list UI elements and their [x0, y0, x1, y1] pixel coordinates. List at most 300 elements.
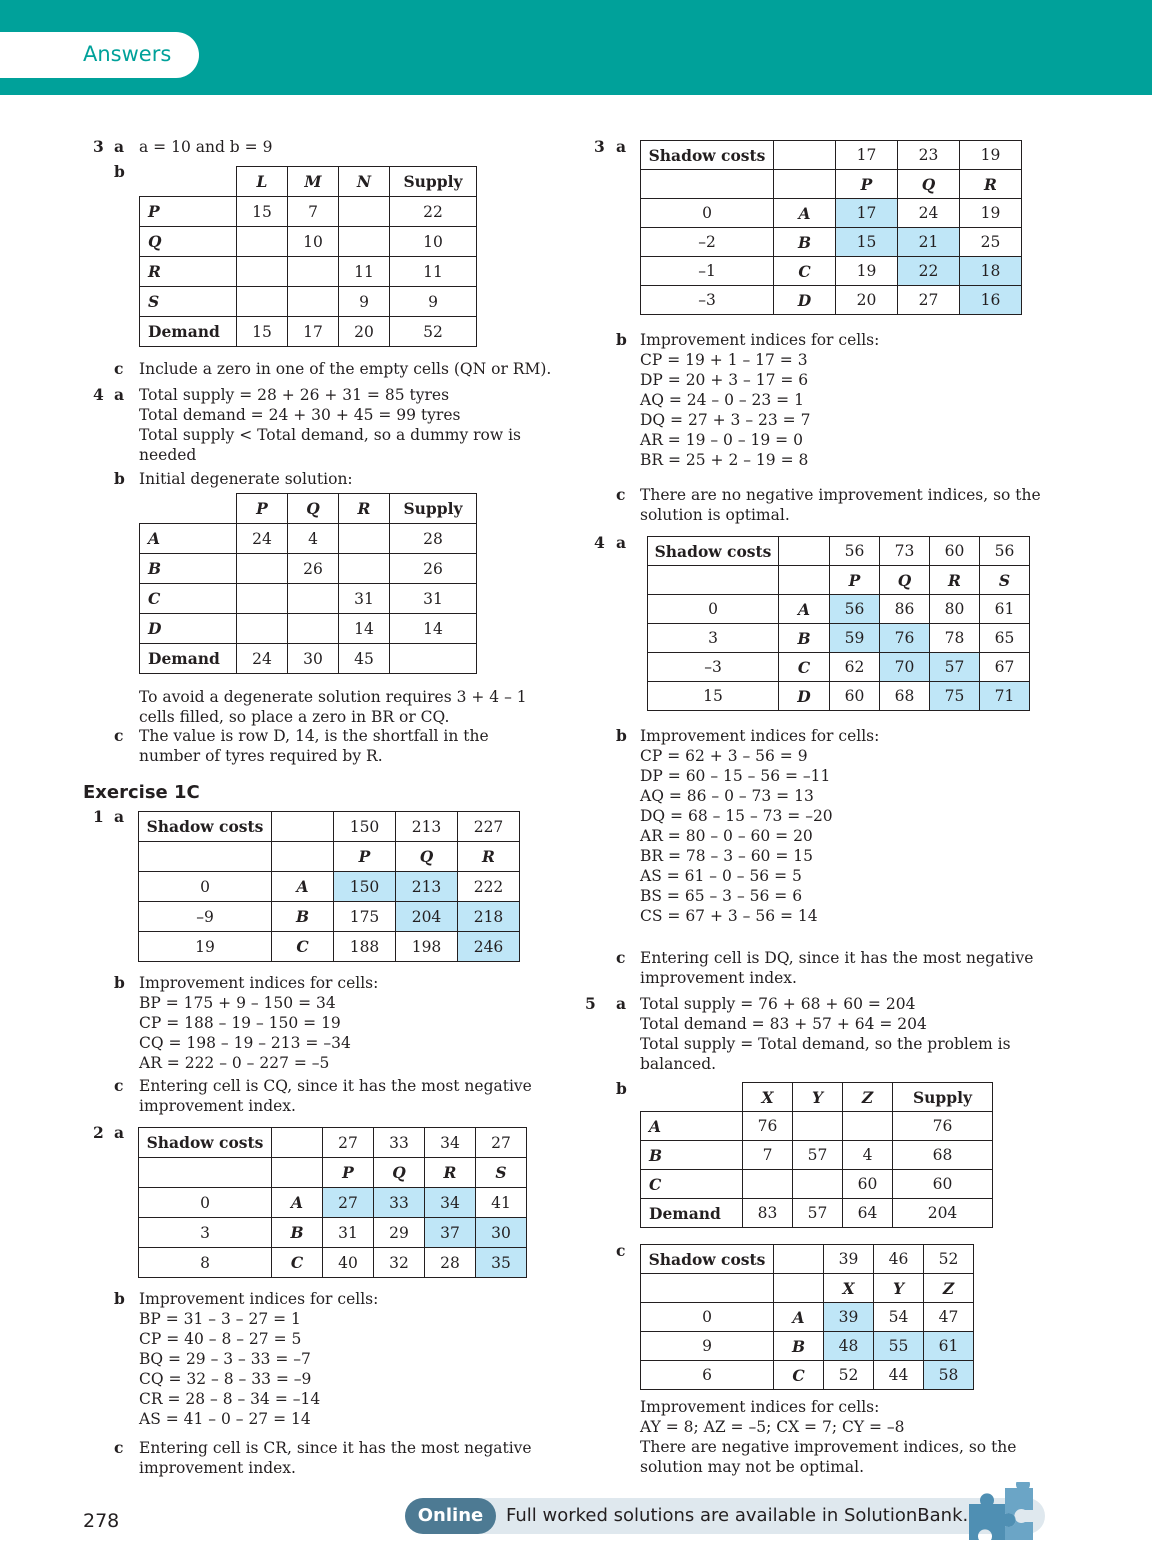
- table-cell: 41: [476, 1188, 527, 1218]
- table-cell: [272, 812, 334, 842]
- table-row: [140, 257, 477, 287]
- table-cell: 76: [743, 1112, 793, 1141]
- table-cell: [237, 287, 288, 317]
- table-row: [140, 644, 477, 674]
- table-cell: Q: [140, 227, 237, 257]
- table-cell: 52: [390, 317, 477, 347]
- table-cell: A: [140, 524, 237, 554]
- text-line: AQ = 86 – 0 – 73 = 13: [640, 787, 814, 805]
- table-cell: –2: [641, 228, 774, 257]
- table-cell: 83: [743, 1199, 793, 1228]
- text-line: BQ = 29 – 3 – 33 = –7: [139, 1350, 311, 1368]
- table-cell: 16: [960, 286, 1022, 315]
- part-letter: c: [114, 1076, 124, 1095]
- part-letter: b: [114, 469, 125, 488]
- table-cell: Supply: [390, 167, 477, 197]
- online-banner-text: Full worked solutions are available in SolutionBank.: [506, 1505, 969, 1526]
- table-cell: Y: [793, 1083, 843, 1112]
- table-cell: 55: [874, 1332, 924, 1361]
- part-letter: c: [616, 948, 626, 967]
- text-line: Total supply = Total demand, so the problem is: [640, 1035, 1011, 1053]
- table-cell: 22: [390, 197, 477, 227]
- shadow-costs-table: [138, 1127, 527, 1278]
- table-header-row: [140, 494, 477, 524]
- part-letter: b: [616, 1079, 627, 1098]
- answer-lines: [139, 726, 489, 766]
- table-row: [641, 257, 1022, 286]
- table-row: [140, 227, 477, 257]
- table-cell: 11: [390, 257, 477, 287]
- part-letter: c: [114, 1438, 124, 1457]
- table-cell: Q: [396, 842, 458, 872]
- table-cell: [237, 614, 288, 644]
- table-cell: 22: [898, 257, 960, 286]
- table-cell: Q: [374, 1158, 425, 1188]
- table-cell: D: [140, 614, 237, 644]
- table-cell: C: [774, 1361, 824, 1390]
- answer-lines: [139, 1289, 378, 1429]
- text-line: Improvement indices for cells:: [139, 974, 379, 992]
- text-line: CQ = 32 – 8 – 33 = –9: [139, 1370, 312, 1388]
- table-cell: Z: [843, 1083, 893, 1112]
- text-line: cells filled, so place a zero in BR or CQ.: [139, 708, 450, 726]
- table-cell: [288, 584, 339, 614]
- table-cell: A: [272, 872, 334, 902]
- table-cell: [779, 537, 830, 566]
- answer-lines: [640, 994, 1011, 1074]
- table-cell: S: [980, 566, 1030, 595]
- table-row: [139, 1248, 527, 1278]
- table-cell: S: [140, 287, 237, 317]
- table-row: [641, 1141, 993, 1170]
- table-cell: 18: [960, 257, 1022, 286]
- table-cell: 204: [396, 902, 458, 932]
- table-cell: 175: [334, 902, 396, 932]
- table-cell: 34: [425, 1188, 476, 1218]
- text-line: AQ = 24 – 0 – 23 = 1: [640, 391, 804, 409]
- part-letter: a: [114, 1123, 125, 1142]
- table-cell: 24: [237, 644, 288, 674]
- table-cell: Shadow costs: [139, 1128, 272, 1158]
- text-line: Total supply = 76 + 68 + 60 = 204: [640, 995, 916, 1013]
- text-line: BR = 25 + 2 – 19 = 8: [640, 451, 809, 469]
- answer-text: Include a zero in one of the empty cells (QN or RM).: [139, 360, 552, 378]
- allocation-table: [640, 1082, 993, 1228]
- table-cell: 218: [458, 902, 520, 932]
- table-cell: 46: [874, 1245, 924, 1274]
- table-cell: 31: [390, 584, 477, 614]
- table-cell: B: [774, 228, 836, 257]
- table-cell: 10: [288, 227, 339, 257]
- table-cell: 56: [830, 595, 880, 624]
- table-cell: 0: [641, 1303, 774, 1332]
- table-cell: [774, 1245, 824, 1274]
- part-letter: c: [114, 359, 124, 378]
- text-line: CP = 188 – 19 – 150 = 19: [139, 1014, 341, 1032]
- text-line: AY = 8; AZ = –5; CX = 7; CY = –8: [640, 1418, 905, 1436]
- shadow-costs-row: [641, 141, 1022, 170]
- table-cell: 64: [843, 1199, 893, 1228]
- text-line: Total supply = 28 + 26 + 31 = 85 tyres: [139, 386, 450, 404]
- answers-label: Answers: [83, 42, 172, 66]
- table-cell: C: [774, 257, 836, 286]
- table-cell: [641, 1083, 743, 1112]
- table-cell: 0: [139, 1188, 272, 1218]
- text-line: CQ = 198 – 19 – 213 = –34: [139, 1034, 351, 1052]
- table-cell: 10: [390, 227, 477, 257]
- table-cell: [339, 524, 390, 554]
- table-cell: 204: [893, 1199, 993, 1228]
- table-cell: 32: [374, 1248, 425, 1278]
- table-cell: 198: [396, 932, 458, 962]
- table-cell: 14: [390, 614, 477, 644]
- answer-lines: [640, 726, 879, 926]
- table-cell: 25: [960, 228, 1022, 257]
- table-row: [648, 595, 1030, 624]
- table-cell: [288, 257, 339, 287]
- table-cell: R: [458, 842, 520, 872]
- table-cell: [288, 287, 339, 317]
- table-cell: [140, 494, 237, 524]
- table-cell: 31: [323, 1218, 374, 1248]
- table-cell: A: [774, 1303, 824, 1332]
- text-line: BP = 31 – 3 – 27 = 1: [139, 1310, 301, 1328]
- shadow-costs-row: [139, 1128, 527, 1158]
- table-cell: B: [641, 1141, 743, 1170]
- table-cell: R: [339, 494, 390, 524]
- table-cell: 52: [924, 1245, 974, 1274]
- text-line: AS = 41 – 0 – 27 = 14: [139, 1410, 311, 1428]
- online-badge[interactable]: Online: [405, 1498, 496, 1534]
- table-cell: 26: [288, 554, 339, 584]
- puzzle-icon: [965, 1482, 1035, 1544]
- table-cell: 0: [648, 595, 779, 624]
- table-cell: N: [339, 167, 390, 197]
- part-letter: c: [616, 1241, 626, 1260]
- table-cell: 19: [960, 199, 1022, 228]
- table-cell: 48: [824, 1332, 874, 1361]
- table-cell: 61: [924, 1332, 974, 1361]
- table-cell: B: [140, 554, 237, 584]
- part-letter: a: [616, 994, 627, 1013]
- text-line: CP = 40 – 8 – 27 = 5: [139, 1330, 302, 1348]
- table-cell: [793, 1170, 843, 1199]
- table-cell: Q: [880, 566, 930, 595]
- table-cell: 15: [648, 682, 779, 711]
- table-cell: 80: [930, 595, 980, 624]
- part-letter: b: [114, 973, 125, 992]
- table-cell: 15: [237, 317, 288, 347]
- text-line: Entering cell is DQ, since it has the most negative: [640, 949, 1034, 967]
- table-cell: 61: [980, 595, 1030, 624]
- table-cell: M: [288, 167, 339, 197]
- table-cell: C: [140, 584, 237, 614]
- table-cell: [237, 584, 288, 614]
- table-cell: 40: [323, 1248, 374, 1278]
- table-cell: 0: [641, 199, 774, 228]
- shadow-costs-row: [641, 1245, 974, 1274]
- table-header-row: [139, 842, 520, 872]
- table-cell: 11: [339, 257, 390, 287]
- table-cell: P: [237, 494, 288, 524]
- table-row: [140, 584, 477, 614]
- table-cell: [774, 1274, 824, 1303]
- table-cell: 150: [334, 812, 396, 842]
- table-cell: 23: [898, 141, 960, 170]
- table-cell: 57: [793, 1199, 843, 1228]
- text-line: Improvement indices for cells:: [640, 1398, 880, 1416]
- table-cell: Demand: [140, 317, 237, 347]
- table-row: [648, 653, 1030, 682]
- table-cell: [641, 170, 774, 199]
- table-cell: 52: [824, 1361, 874, 1390]
- shadow-costs-table: [647, 536, 1030, 711]
- table-cell: 24: [898, 199, 960, 228]
- table-row: [140, 554, 477, 584]
- table-cell: –3: [641, 286, 774, 315]
- allocation-table: [139, 493, 477, 674]
- table-cell: [743, 1170, 793, 1199]
- table-cell: 9: [339, 287, 390, 317]
- text-line: balanced.: [640, 1055, 717, 1073]
- table-cell: S: [476, 1158, 527, 1188]
- text-line: There are negative improvement indices, so the: [640, 1438, 1017, 1456]
- table-cell: [779, 566, 830, 595]
- part-letter: a: [114, 137, 125, 156]
- text-line: Total demand = 24 + 30 + 45 = 99 tyres: [139, 406, 461, 424]
- text-line: CP = 62 + 3 – 56 = 9: [640, 747, 808, 765]
- table-cell: [641, 1274, 774, 1303]
- table-cell: [843, 1112, 893, 1141]
- text-line: AR = 19 – 0 – 19 = 0: [640, 431, 803, 449]
- text-line: CR = 28 – 8 – 34 = –14: [139, 1390, 321, 1408]
- table-cell: R: [140, 257, 237, 287]
- table-cell: P: [334, 842, 396, 872]
- question-number: 1: [93, 807, 104, 826]
- part-letter: a: [114, 385, 125, 404]
- table-cell: 68: [893, 1141, 993, 1170]
- table-cell: [339, 197, 390, 227]
- part-letter: a: [114, 807, 125, 826]
- question-number: 3: [93, 137, 104, 156]
- table-cell: [140, 167, 237, 197]
- exercise-heading: Exercise 1C: [83, 782, 200, 803]
- table-cell: 9: [390, 287, 477, 317]
- table-cell: 17: [836, 141, 898, 170]
- table-cell: 27: [323, 1128, 374, 1158]
- table-cell: Shadow costs: [139, 812, 272, 842]
- part-letter: a: [616, 137, 627, 156]
- answer-lines: [139, 1438, 532, 1478]
- table-row: [641, 1303, 974, 1332]
- text-line: Entering cell is CQ, since it has the most negative: [139, 1077, 532, 1095]
- table-row: [641, 1199, 993, 1228]
- table-cell: [237, 227, 288, 257]
- table-cell: 35: [476, 1248, 527, 1278]
- table-cell: C: [272, 932, 334, 962]
- table-header-row: [641, 1083, 993, 1112]
- table-cell: 213: [396, 872, 458, 902]
- text-line: DP = 60 – 15 – 56 = –11: [640, 767, 831, 785]
- table-cell: B: [774, 1332, 824, 1361]
- table-cell: L: [237, 167, 288, 197]
- table-row: [140, 317, 477, 347]
- table-cell: 60: [843, 1170, 893, 1199]
- table-cell: Q: [288, 494, 339, 524]
- part-letter: c: [114, 726, 124, 745]
- text-line: improvement index.: [139, 1097, 296, 1115]
- table-cell: 30: [476, 1218, 527, 1248]
- table-cell: 73: [880, 537, 930, 566]
- table-cell: [339, 554, 390, 584]
- table-cell: –3: [648, 653, 779, 682]
- table-cell: [237, 554, 288, 584]
- text-line: Entering cell is CR, since it has the most negative: [139, 1439, 532, 1457]
- table-row: [641, 1361, 974, 1390]
- table-header-row: [641, 170, 1022, 199]
- text-line: To avoid a degenerate solution requires 3 + 4 – 1: [139, 688, 527, 706]
- text-line: BP = 175 + 9 – 150 = 34: [139, 994, 336, 1012]
- table-cell: Shadow costs: [641, 141, 774, 170]
- table-cell: 28: [425, 1248, 476, 1278]
- table-cell: C: [641, 1170, 743, 1199]
- table-cell: 246: [458, 932, 520, 962]
- table-row: [140, 287, 477, 317]
- table-cell: 4: [843, 1141, 893, 1170]
- table-row: [641, 286, 1022, 315]
- table-cell: –9: [139, 902, 272, 932]
- table-cell: [139, 842, 272, 872]
- table-cell: 27: [323, 1188, 374, 1218]
- text-line: number of tyres required by R.: [139, 747, 383, 765]
- table-cell: Supply: [390, 494, 477, 524]
- table-cell: 75: [930, 682, 980, 711]
- table-cell: [339, 227, 390, 257]
- table-cell: C: [272, 1248, 323, 1278]
- table-cell: 188: [334, 932, 396, 962]
- table-cell: 8: [139, 1248, 272, 1278]
- table-row: [641, 1112, 993, 1141]
- table-cell: 58: [924, 1361, 974, 1390]
- table-cell: 33: [374, 1128, 425, 1158]
- text-line: improvement index.: [640, 969, 797, 987]
- table-cell: 4: [288, 524, 339, 554]
- table-cell: 227: [458, 812, 520, 842]
- table-cell: 39: [824, 1245, 874, 1274]
- answer-lines: [139, 687, 527, 727]
- table-cell: X: [743, 1083, 793, 1112]
- table-cell: Supply: [893, 1083, 993, 1112]
- table-cell: A: [641, 1112, 743, 1141]
- table-cell: 68: [880, 682, 930, 711]
- part-letter: b: [114, 1289, 125, 1308]
- text-line: solution is optimal.: [640, 506, 790, 524]
- table-cell: 14: [339, 614, 390, 644]
- table-cell: 70: [880, 653, 930, 682]
- table-cell: 21: [898, 228, 960, 257]
- shadow-costs-table: [138, 811, 520, 962]
- table-row: [139, 1218, 527, 1248]
- text-line: CP = 19 + 1 – 17 = 3: [640, 351, 808, 369]
- table-cell: B: [779, 624, 830, 653]
- question-number: 2: [93, 1123, 104, 1142]
- text-line: AS = 61 – 0 – 56 = 5: [640, 867, 802, 885]
- table-cell: A: [272, 1188, 323, 1218]
- text-line: AR = 222 – 0 – 227 = –5: [139, 1054, 330, 1072]
- table-cell: P: [323, 1158, 374, 1188]
- text-line: DQ = 27 + 3 – 23 = 7: [640, 411, 811, 429]
- part-letter: a: [616, 533, 627, 552]
- table-cell: 222: [458, 872, 520, 902]
- table-cell: 7: [288, 197, 339, 227]
- table-cell: Shadow costs: [648, 537, 779, 566]
- table-cell: 71: [980, 682, 1030, 711]
- table-cell: P: [830, 566, 880, 595]
- table-cell: 57: [793, 1141, 843, 1170]
- table-row: [641, 1170, 993, 1199]
- table-cell: 78: [930, 624, 980, 653]
- part-letter: c: [616, 485, 626, 504]
- table-cell: 60: [893, 1170, 993, 1199]
- table-row: [139, 932, 520, 962]
- table-cell: 60: [930, 537, 980, 566]
- table-cell: 17: [288, 317, 339, 347]
- table-cell: 29: [374, 1218, 425, 1248]
- answer-lines: [640, 485, 1041, 525]
- table-cell: 3: [648, 624, 779, 653]
- table-cell: [139, 1158, 272, 1188]
- table-cell: 7: [743, 1141, 793, 1170]
- table-cell: 20: [836, 286, 898, 315]
- answer-lines: [640, 330, 879, 470]
- text-line: Improvement indices for cells:: [640, 727, 880, 745]
- text-line: BR = 78 – 3 – 60 = 15: [640, 847, 813, 865]
- answer-lines: [139, 385, 521, 465]
- question-number: 4: [594, 533, 605, 552]
- text-line: BS = 65 – 3 – 56 = 6: [640, 887, 803, 905]
- table-cell: R: [930, 566, 980, 595]
- table-cell: [648, 566, 779, 595]
- table-cell: 15: [237, 197, 288, 227]
- table-cell: [793, 1112, 843, 1141]
- table-cell: Demand: [140, 644, 237, 674]
- table-cell: 150: [334, 872, 396, 902]
- table-cell: A: [774, 199, 836, 228]
- table-cell: [272, 1128, 323, 1158]
- table-row: [140, 614, 477, 644]
- answer-lines: [640, 1397, 1016, 1477]
- table-cell: 30: [288, 644, 339, 674]
- table-cell: [288, 614, 339, 644]
- table-cell: 56: [980, 537, 1030, 566]
- table-row: [641, 199, 1022, 228]
- answer-text: a = 10 and b = 9: [139, 138, 273, 156]
- table-cell: 34: [425, 1128, 476, 1158]
- table-cell: 26: [390, 554, 477, 584]
- table-cell: 62: [830, 653, 880, 682]
- table-cell: 17: [836, 199, 898, 228]
- table-cell: 65: [980, 624, 1030, 653]
- table-row: [139, 902, 520, 932]
- table-header-row: [641, 1274, 974, 1303]
- table-cell: 9: [641, 1332, 774, 1361]
- table-cell: 31: [339, 584, 390, 614]
- table-row: [140, 197, 477, 227]
- shadow-costs-row: [648, 537, 1030, 566]
- text-line: solution may not be optimal.: [640, 1458, 865, 1476]
- text-line: AR = 80 – 0 – 60 = 20: [640, 827, 813, 845]
- text-line: CS = 67 + 3 – 56 = 14: [640, 907, 818, 925]
